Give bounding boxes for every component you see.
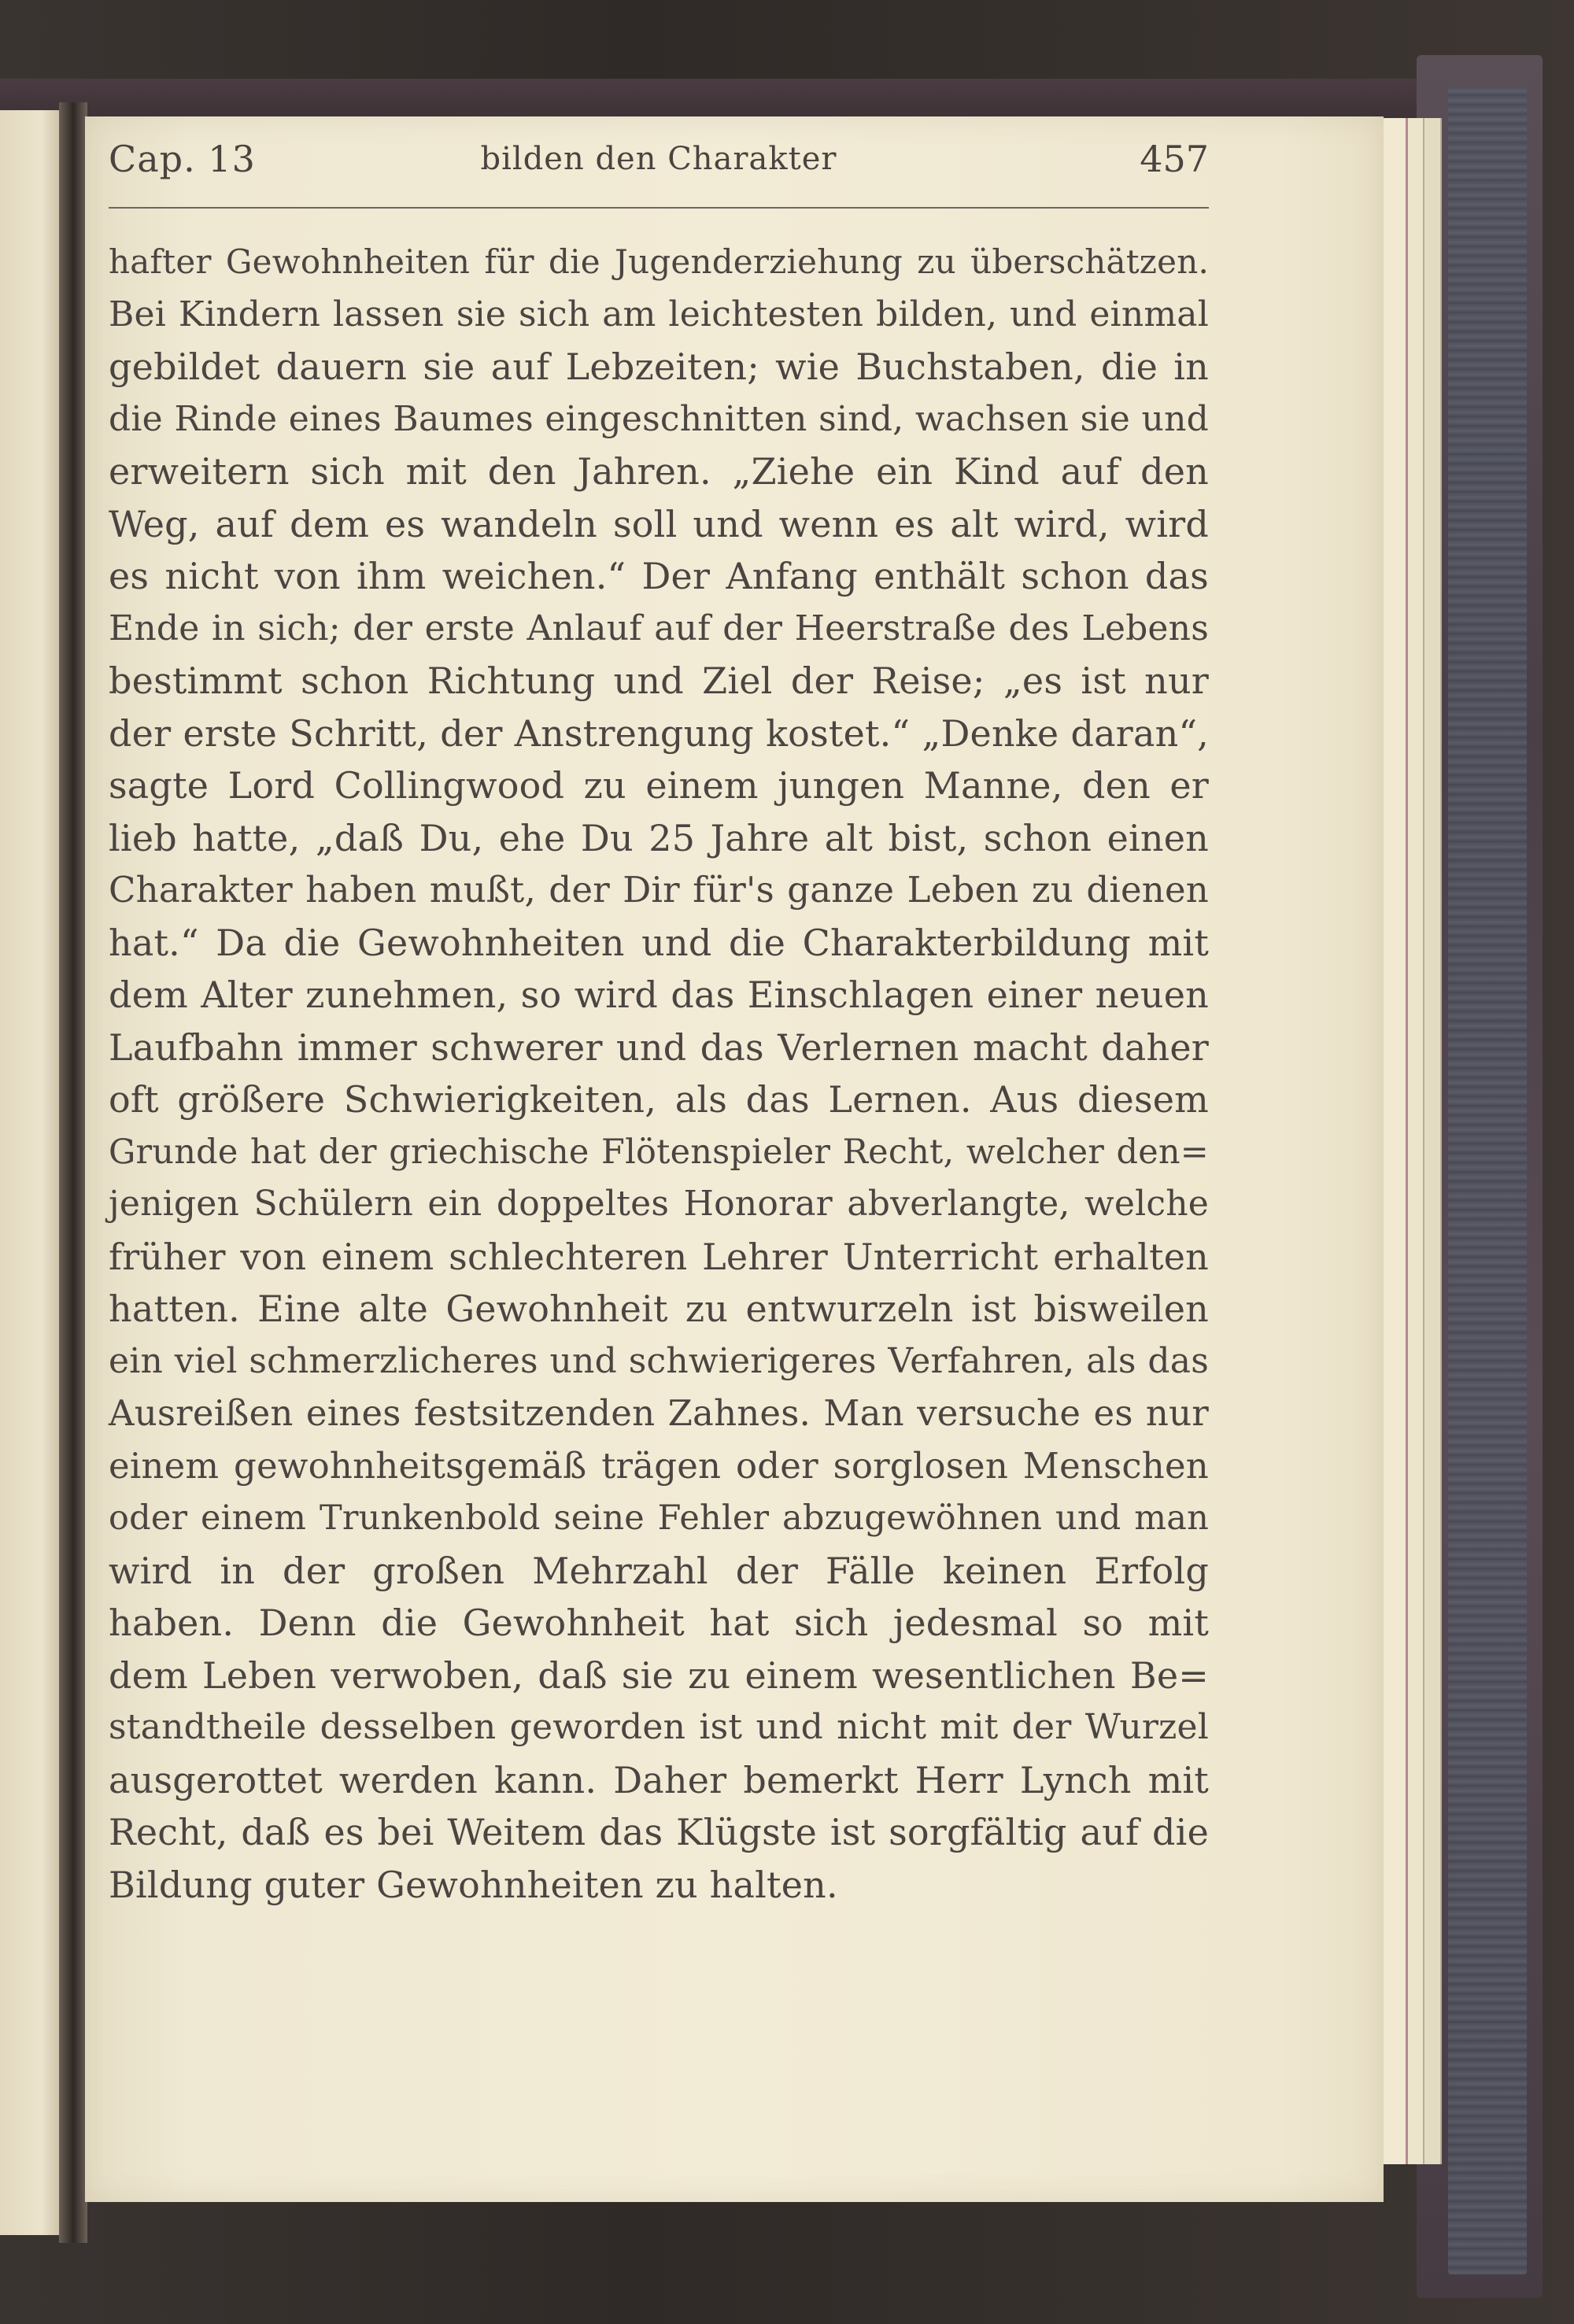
text-line: lieb hatte, „daß Du, ehe Du 25 Jahre alt bist, schon einen <box>109 816 1209 859</box>
text-line: Ende in sich; der erste Anlauf auf der Heerstraße des Lebens <box>109 608 1209 648</box>
text-line: hat.“ Da die Gewohnheiten und die Charakterbildung mit <box>109 921 1209 964</box>
text-line: Weg, auf dem es wandeln soll und wenn es alt wird, wird <box>109 502 1209 545</box>
text-line: der erste Schritt, der Anstrengung kostet.“ „Denke daran“, <box>109 711 1209 755</box>
book-cover-marbled-edge <box>1448 87 1527 2274</box>
text-line: dem Leben verwoben, daß sie zu einem wesentlichen Be= <box>109 1653 1209 1697</box>
text-line: erweitern sich mit den Jahren. „Ziehe ein Kind auf den <box>109 450 1209 493</box>
text-line: wird in der großen Mehrzahl der Fälle keinen Erfolg <box>109 1549 1209 1592</box>
text-line: Laufbahn immer schwerer und das Verlernen macht daher <box>109 1025 1209 1069</box>
text-line: gebildet dauern sie auf Lebzeiten; wie Buchstaben, die in <box>109 345 1209 388</box>
chapter-label: Cap. 13 <box>109 138 256 180</box>
text-line: ausgerottet werden kann. Daher bemerkt Herr Lynch mit <box>109 1758 1209 1801</box>
text-line: oder einem Trunkenbold seine Fehler abzugewöhnen und man <box>109 1498 1209 1538</box>
text-line: haben. Denn die Gewohnheit hat sich jedesmal so mit <box>109 1602 1209 1644</box>
text-line: früher von einem schlechteren Lehrer Unterricht erhalten <box>109 1235 1209 1278</box>
text-line: Bei Kindern lassen sie sich am leichtesten bilden, und einmal <box>109 294 1209 334</box>
text-line: standtheile desselben geworden ist und nicht mit der Wurzel <box>109 1707 1209 1747</box>
text-line: einem gewohnheitsgemäß trägen oder sorglosen Menschen <box>109 1444 1209 1487</box>
text-line: Recht, daß es bei Weitem das Klügste ist sorgfältig auf die <box>109 1811 1209 1853</box>
text-line: Charakter haben mußt, der Dir für's ganze Leben zu dienen <box>109 869 1209 911</box>
book-gutter <box>59 102 87 2243</box>
text-line: Ausreißen eines festsitzenden Zahnes. Man versuche es nur <box>109 1392 1209 1434</box>
text-line: dem Alter zunehmen, so wird das Einschlagen einer neuen <box>109 974 1209 1016</box>
text-line: ein viel schmerzlicheres und schwierigeres Verfahren, als das <box>109 1340 1209 1381</box>
text-line: Grunde hat der griechische Flötenspieler Recht, welcher den= <box>109 1132 1209 1172</box>
text-line: Bildung guter Gewohnheiten zu halten. <box>109 1863 838 1906</box>
text-line: bestimmt schon Richtung und Ziel der Reise; „es ist nur <box>109 660 1209 702</box>
text-line: die Rinde eines Baumes eingeschnitten sind, wachsen sie und <box>109 398 1209 439</box>
page-number: 457 <box>1140 138 1209 180</box>
running-head <box>109 138 1209 201</box>
text-line: es nicht von ihm weichen.“ Der Anfang enthält schon das <box>109 555 1209 597</box>
text-line: oft größere Schwierigkeiten, als das Lernen. Aus diesem <box>109 1078 1209 1121</box>
facing-page-left <box>0 110 59 2235</box>
text-line: hatten. Eine alte Gewohnheit zu entwurzeln ist bisweilen <box>109 1288 1209 1330</box>
header-rule <box>109 207 1209 209</box>
text-line: hafter Gewohnheiten für die Jugenderziehung zu überschätzen. <box>109 242 1209 281</box>
body-text <box>109 236 1209 1911</box>
text-line: sagte Lord Collingwood zu einem jungen Manne, den er <box>109 764 1209 807</box>
running-title: bilden den Charakter <box>480 141 837 177</box>
text-line: jenigen Schülern ein doppeltes Honorar abverlangte, welche <box>109 1184 1209 1224</box>
